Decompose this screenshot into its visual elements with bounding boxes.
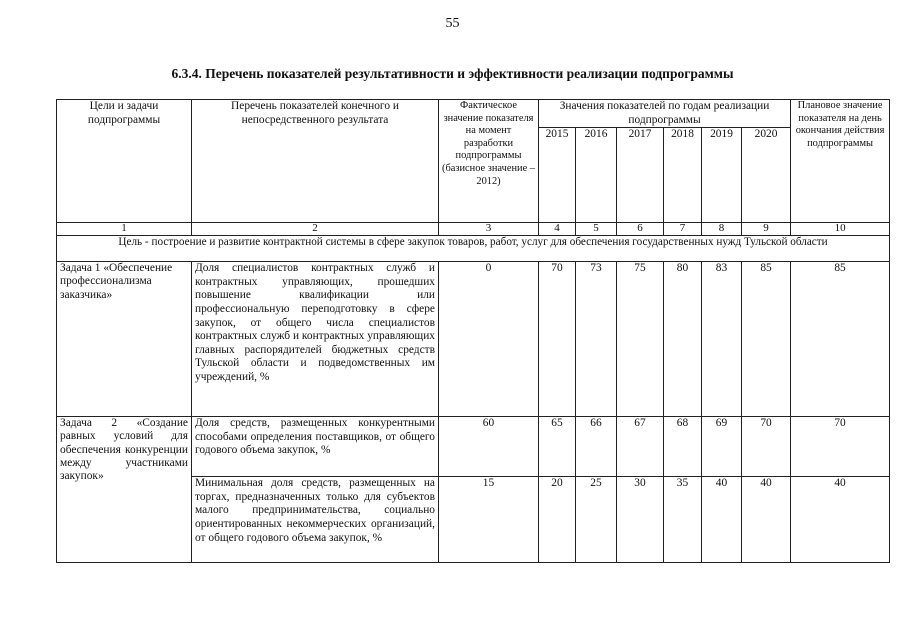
column-number: 9 <box>742 223 791 236</box>
column-number: 5 <box>576 223 617 236</box>
year-value: 75 <box>617 262 664 417</box>
column-number: 8 <box>702 223 742 236</box>
column-number: 2 <box>192 223 439 236</box>
planned-value: 85 <box>791 262 890 417</box>
header-actual: Фактическое значение показателя на момент разработки подпрограммы (базисное значение –2012) <box>439 100 539 223</box>
header-year: 2015 <box>539 128 576 223</box>
column-number: 3 <box>439 223 539 236</box>
year-value: 68 <box>664 417 702 477</box>
year-value: 67 <box>617 417 664 477</box>
header-indicators: Перечень показателей конечного и непосредственного результата <box>192 100 439 223</box>
indicator-name: Доля средств, размещенных конкурентными способами определения поставщиков, от общего годового объема закупок, % <box>192 417 439 477</box>
year-value: 35 <box>664 477 702 563</box>
task-2-cell: Задача 2 «Создание равных условий для обеспечения конкуренции между участниками закупок» <box>57 417 192 563</box>
year-value: 85 <box>742 262 791 417</box>
year-value: 80 <box>664 262 702 417</box>
year-value: 73 <box>576 262 617 417</box>
header-year: 2016 <box>576 128 617 223</box>
header-row <box>57 100 890 128</box>
actual-value: 15 <box>439 477 539 563</box>
table-row <box>57 262 890 417</box>
goal-text: Цель - построение и развитие контрактной системы в сфере закупок товаров, работ, услуг для обеспечения государственных нужд Тульской области <box>57 236 890 262</box>
year-value: 69 <box>702 417 742 477</box>
header-by-years: Значения показателей по годам реализации подпрограммы <box>539 100 791 128</box>
header-planned: Плановое значение показателя на день окончания действия подпрограммы <box>791 100 890 223</box>
planned-value: 70 <box>791 417 890 477</box>
column-number: 6 <box>617 223 664 236</box>
year-value: 66 <box>576 417 617 477</box>
indicator-name: Минимальная доля средств, размещенных на торгах, предназначенных только для субъектов малого предпринимательства, социально ориентированных некоммерческих организаций, от общего годового объема закупок, % <box>192 477 439 563</box>
actual-value: 0 <box>439 262 539 417</box>
year-value: 65 <box>539 417 576 477</box>
column-number: 10 <box>791 223 890 236</box>
year-value: 70 <box>539 262 576 417</box>
planned-value: 40 <box>791 477 890 563</box>
column-number-row <box>57 223 890 236</box>
header-year: 2018 <box>664 128 702 223</box>
header-year: 2017 <box>617 128 664 223</box>
task-1-cell: Задача 1 «Обеспечение профессионализма заказчика» <box>57 262 192 417</box>
goal-row <box>57 236 890 262</box>
year-value: 25 <box>576 477 617 563</box>
year-value: 70 <box>742 417 791 477</box>
indicator-name: Доля специалистов контрактных служб и контрактных управляющих, прошедших повышение квалификации или профессиональную переподготовку в сфере закупок, от общего числа специалистов контрактных служб и контрактных управляющих главных распорядителей бюджетных средств Тульской области и подведомственных им учреждений, % <box>192 262 439 417</box>
page-number: 55 <box>445 16 460 31</box>
column-number: 7 <box>664 223 702 236</box>
actual-value: 60 <box>439 417 539 477</box>
year-value: 20 <box>539 477 576 563</box>
year-value: 83 <box>702 262 742 417</box>
header-goals: Цели и задачи подпрограммы <box>57 100 192 223</box>
column-number: 1 <box>57 223 192 236</box>
year-value: 30 <box>617 477 664 563</box>
column-number: 4 <box>539 223 576 236</box>
table-row <box>57 417 890 477</box>
year-value: 40 <box>702 477 742 563</box>
header-year: 2020 <box>742 128 791 223</box>
header-year: 2019 <box>702 128 742 223</box>
section-heading: 6.3.4. Перечень показателей результативности и эффективности реализации подпрограммы <box>171 66 734 81</box>
indicators-table <box>56 99 890 563</box>
year-value: 40 <box>742 477 791 563</box>
